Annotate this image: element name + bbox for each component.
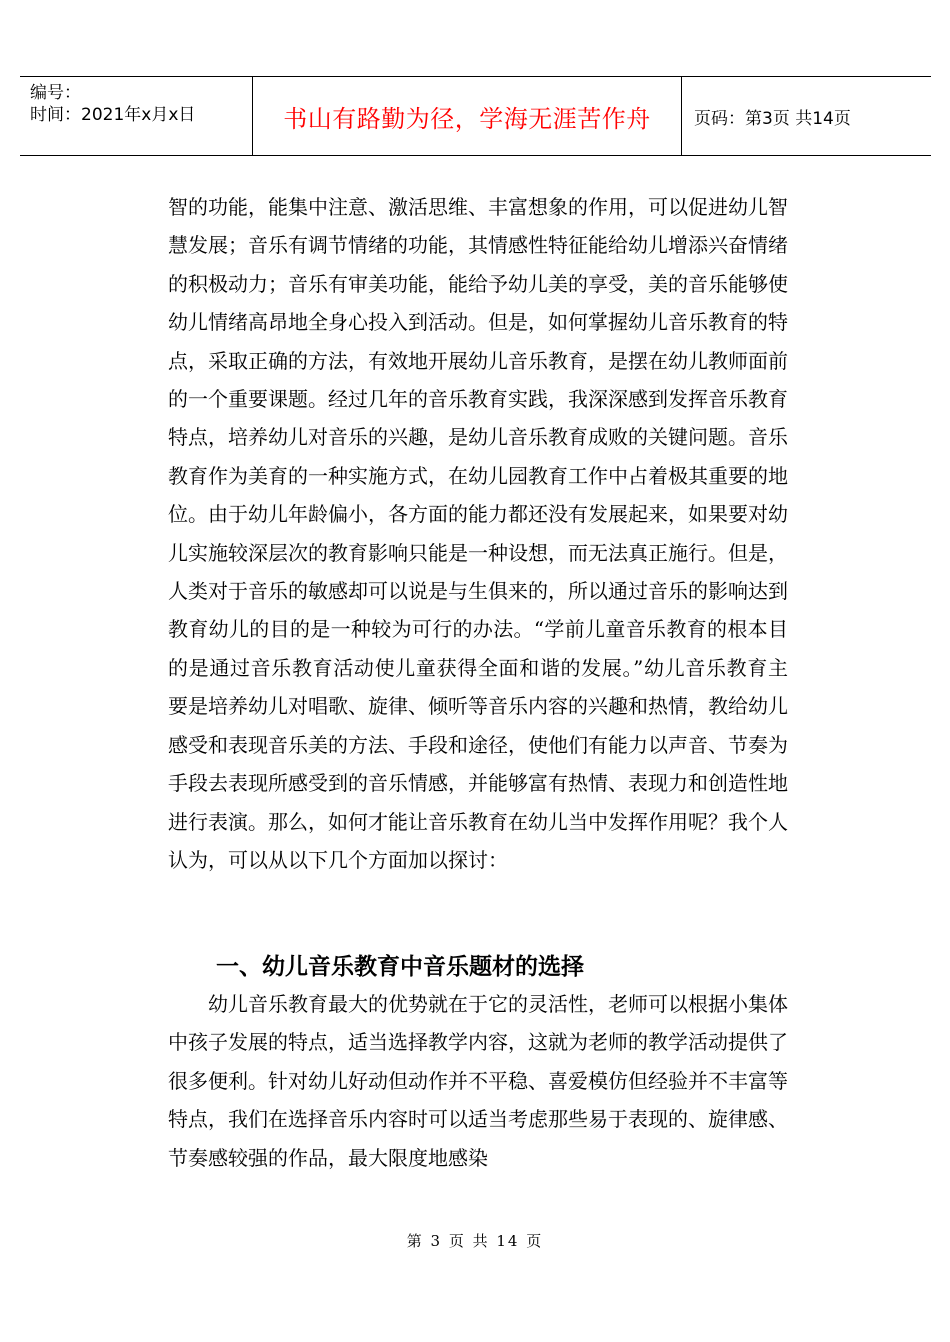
- header-motto: 书山有路勤为径，学海无涯苦作舟: [283, 104, 651, 133]
- document-number-label: 编号：: [30, 83, 81, 103]
- header-motto-cell: [252, 77, 682, 155]
- header-info-cell: [20, 77, 252, 155]
- body-paragraph-1: 智的功能，能集中注意、激活思维、丰富想象的作用，可以促进幼儿智慧发展；音乐有调节情绪的功能，其情感性特征能给幼儿增添兴奋情绪的积极动力；音乐有审美功能，能给予幼儿美的享受，美的音乐能够使幼儿情绪高昂地全身心投入到活动。但是，如何掌握幼儿音乐教育的特点，采取正确的方法，有效地开展幼儿音乐教育，是摆在幼儿教师面前的一个重要课题。经过几年的音乐教育实践，我深深感到发挥音乐教育特点，培养幼儿对音乐的兴趣，是幼儿音乐教育成败的关键问题。音乐教育作为美育的一种实施方式，在幼儿园教育工作中占着极其重要的地位。由于幼儿年龄偏小，各方面的能力都还没有发展起来，如果要对幼儿实施较深层次的教育影响只能是一种设想，而无法真正施行。但是，人类对于音乐的敏感却可以说是与生俱来的，所以通过音乐的影响达到教育幼儿的目的是一种较为可行的办法。“学前儿童音乐教育的根本目的是通过音乐教育活动使儿童获得全面和谐的发展。”幼儿音乐教育主要是培养幼儿对唱歌、旋律、倾听等音乐内容的兴趣和热情，教给幼儿感受和表现音乐美的方法、手段和途径，使他们有能力以声音、节奏为手段去表现所感受到的音乐情感，并能够富有热情、表现力和创造性地进行表演。那么，如何才能让音乐教育在幼儿当中发挥作用呢？我个人认为，可以从以下几个方面加以探讨：: [168, 195, 788, 872]
- document-time-label: 时间：2021年x月x日: [30, 105, 196, 125]
- document-header: [20, 76, 931, 156]
- body-paragraph-2: 幼儿音乐教育最大的优势就在于它的灵活性，老师可以根据小集体中孩子发展的特点，适当选择教学内容，这就为老师的教学活动提供了很多便利。针对幼儿好动但动作并不平稳、喜爱模仿但经验并不丰富等特点，我们在选择音乐内容时可以适当考虑那些易于表现的、旋律感、节奏感较强的作品，最大限度地感染: [168, 992, 788, 1170]
- section-heading: 一、幼儿音乐教育中音乐题材的选择: [216, 954, 584, 980]
- header-page-code: 页码：第3页 共14页: [694, 108, 851, 129]
- page-footer: 第 3 页 共 14 页: [406, 1232, 544, 1250]
- header-page-cell: [682, 77, 931, 155]
